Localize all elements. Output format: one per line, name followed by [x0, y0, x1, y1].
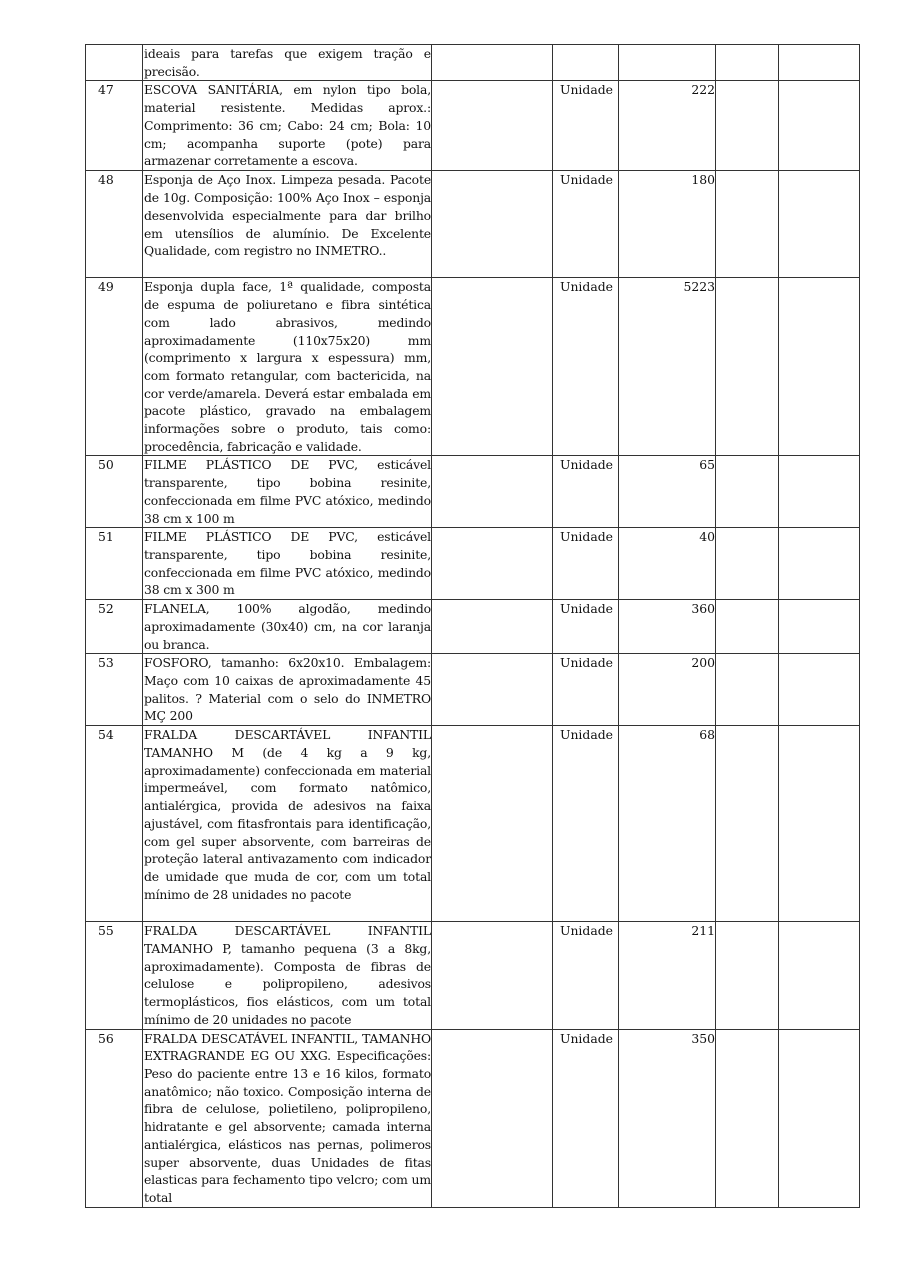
item-description [143, 726, 432, 922]
item-number [86, 45, 143, 81]
item-unit: Unidade [553, 600, 619, 654]
table-row [86, 922, 860, 1029]
item-number: 56 [86, 1029, 143, 1207]
item-number: 48 [86, 171, 143, 278]
item-quantity: 200 [619, 654, 716, 726]
table-row [86, 456, 860, 528]
unit-price-cell [716, 171, 779, 278]
brand-cell [432, 922, 553, 1029]
total-price-cell [779, 922, 860, 1029]
item-quantity: 40 [619, 528, 716, 600]
item-quantity: 180 [619, 171, 716, 278]
brand-cell [432, 171, 553, 278]
table-row [86, 528, 860, 600]
item-quantity: 350 [619, 1029, 716, 1207]
item-description [143, 922, 432, 1029]
table-row [86, 171, 860, 278]
unit-price-cell [716, 45, 779, 81]
total-price-cell [779, 456, 860, 528]
item-quantity: 5223 [619, 278, 716, 456]
item-description [143, 1029, 432, 1207]
item-quantity: 65 [619, 456, 716, 528]
total-price-cell [779, 171, 860, 278]
item-number: 55 [86, 922, 143, 1029]
unit-price-cell [716, 528, 779, 600]
table-row [86, 278, 860, 456]
item-number: 51 [86, 528, 143, 600]
unit-price-cell [716, 1029, 779, 1207]
total-price-cell [779, 278, 860, 456]
item-unit: Unidade [553, 726, 619, 922]
item-number: 54 [86, 726, 143, 922]
description-text: Esponja dupla face, 1ª qualidade, composta de espuma de poliuretano e fibra sintética com lado abrasivos, medindo aproximadamente (110x75x20) mm (comprimento x largura x espessura) mm, com formato retangular, com bactericida, na cor verde/amarela. Deverá estar embalada em pacote plástico, gravado na embalagem informações sobre o produto, tais como: procedência, fabricação e validade. [144, 279, 431, 454]
description-text: FILME PLÁSTICO DE PVC, esticável transparente, tipo bobina resinite, confeccionada em filme PVC atóxico, medindo 38 cm x 300 m [144, 529, 431, 598]
item-unit: Unidade [553, 81, 619, 171]
description-text: Esponja de Aço Inox. Limpeza pesada. Pacote de 10g. Composição: 100% Aço Inox – esponja desenvolvida especialmente para dar brilho em utensílios de alumínio. De Excelente Qualidade, com registro no INMETRO.. [144, 172, 431, 259]
unit-price-cell [716, 278, 779, 456]
unit-price-cell [716, 726, 779, 922]
total-price-cell [779, 81, 860, 171]
description-text: FOSFORO, tamanho: 6x20x10. Embalagem: Maço com 10 caixas de aproximadamente 45 palitos. ? Material com o selo do INMETRO MÇ 200 [144, 655, 431, 724]
brand-cell [432, 726, 553, 922]
item-number: 49 [86, 278, 143, 456]
item-number: 52 [86, 600, 143, 654]
table-row [86, 45, 860, 81]
table-row [86, 654, 860, 726]
total-price-cell [779, 726, 860, 922]
item-description [143, 456, 432, 528]
item-quantity: 211 [619, 922, 716, 1029]
total-price-cell [779, 1029, 860, 1207]
item-number: 47 [86, 81, 143, 171]
unit-price-cell [716, 922, 779, 1029]
brand-cell [432, 45, 553, 81]
item-number: 53 [86, 654, 143, 726]
total-price-cell [779, 600, 860, 654]
table-row [86, 726, 860, 922]
item-unit [553, 45, 619, 81]
unit-price-cell [716, 456, 779, 528]
item-number: 50 [86, 456, 143, 528]
brand-cell [432, 654, 553, 726]
brand-cell [432, 528, 553, 600]
description-text: FRALDA DESCATÁVEL INFANTIL, TAMANHO EXTRAGRANDE EG OU XXG. Especificações: Peso do paciente entre 13 e 16 kilos, formato anatômico; não toxico. Composição interna de fibra de celulose, polietileno, polipropileno, hidratante e gel absorvente; camada interna antialérgica, elásticos nas pernas, polimeros super absorvente, duas Unidades de fitas elasticas para fechamento tipo velcro; com um total [144, 1030, 431, 1205]
item-description [143, 45, 432, 81]
description-text: FRALDA DESCARTÁVEL INFANTIL TAMANHO M (de 4 kg a 9 kg, aproximadamente) confeccionada em material impermeável, com formato natômico, antialérgica, provida de adesivos na faixa ajustável, com fitasfrontais para identificação, com gel super absorvente, com barreiras de proteção lateral antivazamento com indicador de umidade que muda de cor, com um total mínimo de 28 unidades no pacote [144, 727, 431, 902]
table-row [86, 81, 860, 171]
description-text: ideais para tarefas que exigem tração e precisão. [144, 46, 431, 79]
total-price-cell [779, 528, 860, 600]
description-text: FLANELA, 100% algodão, medindo aproximadamente (30x40) cm, na cor laranja ou branca. [144, 601, 431, 652]
item-unit: Unidade [553, 456, 619, 528]
table-row [86, 1029, 860, 1207]
item-quantity: 68 [619, 726, 716, 922]
brand-cell [432, 1029, 553, 1207]
brand-cell [432, 81, 553, 171]
brand-cell [432, 600, 553, 654]
item-quantity [619, 45, 716, 81]
unit-price-cell [716, 81, 779, 171]
description-text: ESCOVA SANITÁRIA, em nylon tipo bola, material resistente. Medidas aprox.: Comprimento: 36 cm; Cabo: 24 cm; Bola: 10 cm; acompanha suporte (pote) para armazenar corretamente a escova. [144, 82, 431, 169]
total-price-cell [779, 654, 860, 726]
item-description [143, 600, 432, 654]
item-description [143, 278, 432, 456]
item-unit: Unidade [553, 922, 619, 1029]
description-text: FRALDA DESCARTÁVEL INFANTIL TAMANHO P, tamanho pequena (3 a 8kg, aproximadamente). Composta de fibras de celulose e polipropileno, adesivos termoplásticos, fios elásticos, com um total mínimo de 20 unidades no pacote [144, 923, 431, 1027]
item-unit: Unidade [553, 528, 619, 600]
description-text: FILME PLÁSTICO DE PVC, esticável transparente, tipo bobina resinite, confeccionada em filme PVC atóxico, medindo 38 cm x 100 m [144, 457, 431, 526]
item-quantity: 222 [619, 81, 716, 171]
items-table [85, 44, 860, 1208]
item-quantity: 360 [619, 600, 716, 654]
table-row [86, 600, 860, 654]
item-description [143, 171, 432, 278]
unit-price-cell [716, 600, 779, 654]
item-description [143, 528, 432, 600]
total-price-cell [779, 45, 860, 81]
brand-cell [432, 278, 553, 456]
item-unit: Unidade [553, 1029, 619, 1207]
item-unit: Unidade [553, 654, 619, 726]
brand-cell [432, 456, 553, 528]
item-unit: Unidade [553, 278, 619, 456]
item-unit: Unidade [553, 171, 619, 278]
item-description [143, 81, 432, 171]
unit-price-cell [716, 654, 779, 726]
item-description [143, 654, 432, 726]
